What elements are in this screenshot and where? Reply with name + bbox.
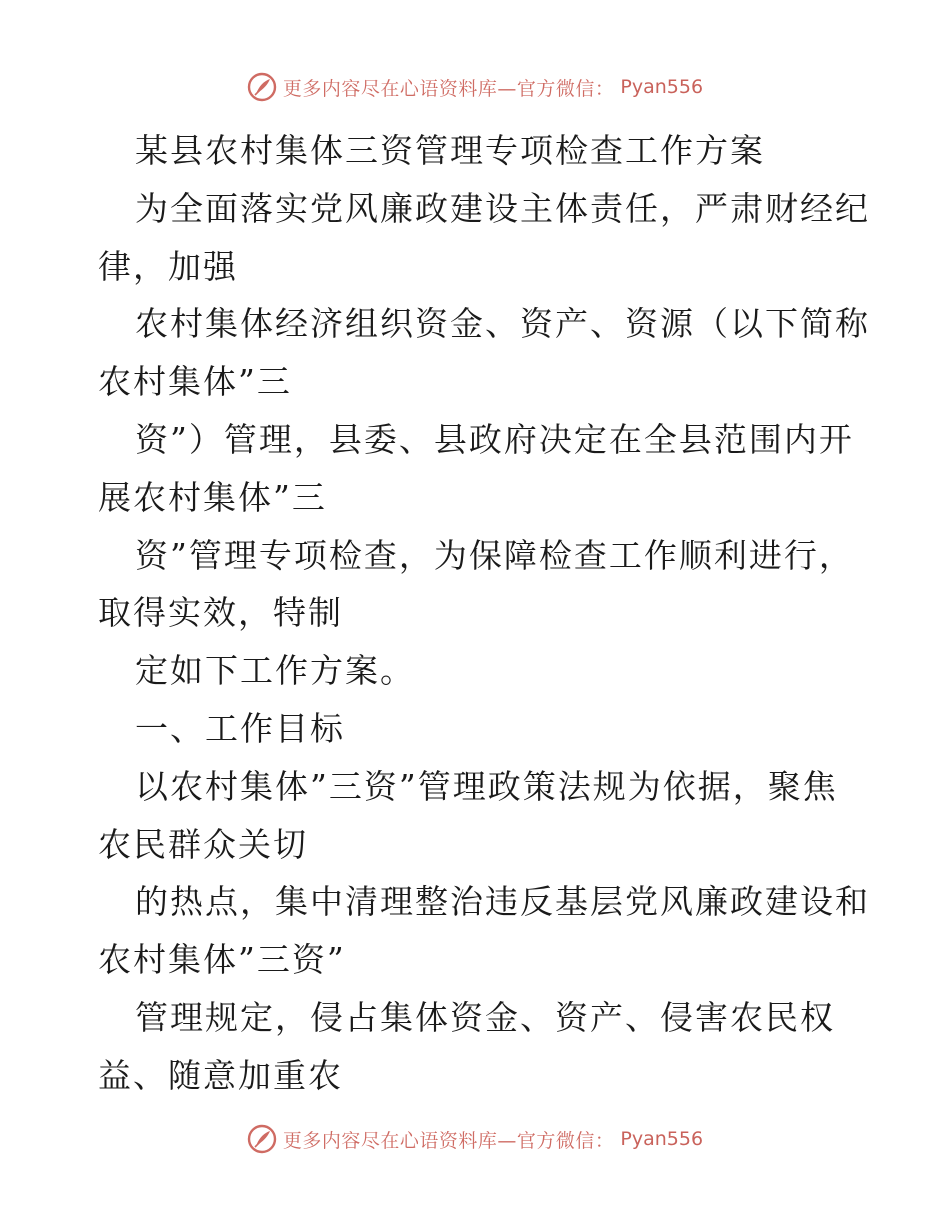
paragraph-line: 资”管理专项检查，为保障检查工作顺利进行， — [135, 535, 854, 575]
paragraph-line: 取得实效，特制 — [98, 593, 343, 633]
paragraph-line: 管理规定，侵占集体资金、资产、侵害农民权 — [135, 997, 835, 1037]
paragraph-line: 资”）管理，县委、县政府决定在全县范围内开 — [135, 419, 854, 459]
paragraph-line: 律，加强 — [98, 246, 238, 286]
section-heading: 一、工作目标 — [135, 708, 345, 748]
footer-banner — [0, 1124, 950, 1154]
document-title: 某县农村集体三资管理专项检查工作方案 — [135, 131, 765, 170]
header-banner — [0, 72, 950, 102]
banner-wechat-id: Pyan556 — [620, 76, 704, 98]
paragraph-line: 农民群众关切 — [98, 824, 308, 864]
paragraph-line: 农村集体”三资” — [98, 940, 346, 980]
paragraph-line: 农村集体经济组织资金、资产、资源（以下简称 — [135, 304, 870, 344]
paragraph-line: 的热点，集中清理整治违反基层党风廉政建设和 — [135, 882, 870, 922]
document-body — [98, 122, 870, 1105]
paragraph-line: 以农村集体”三资”管理政策法规为依据，聚焦 — [135, 766, 838, 806]
paragraph-line: 为全面落实党风廉政建设主体责任，严肃财经纪 — [135, 188, 870, 228]
paragraph-line: 展农村集体”三 — [98, 477, 327, 517]
feather-pen-logo-icon — [247, 72, 277, 102]
paragraph-line: 益、随意加重农 — [98, 1055, 343, 1095]
banner-text: 更多内容尽在心语资料库—官方微信： — [282, 77, 615, 100]
feather-pen-logo-icon — [247, 1124, 277, 1154]
paragraph-line: 定如下工作方案。 — [135, 651, 415, 691]
paragraph-line: 农村集体”三 — [98, 362, 292, 402]
banner-text: 更多内容尽在心语资料库—官方微信： — [282, 1129, 615, 1152]
banner-wechat-id: Pyan556 — [620, 1128, 704, 1150]
